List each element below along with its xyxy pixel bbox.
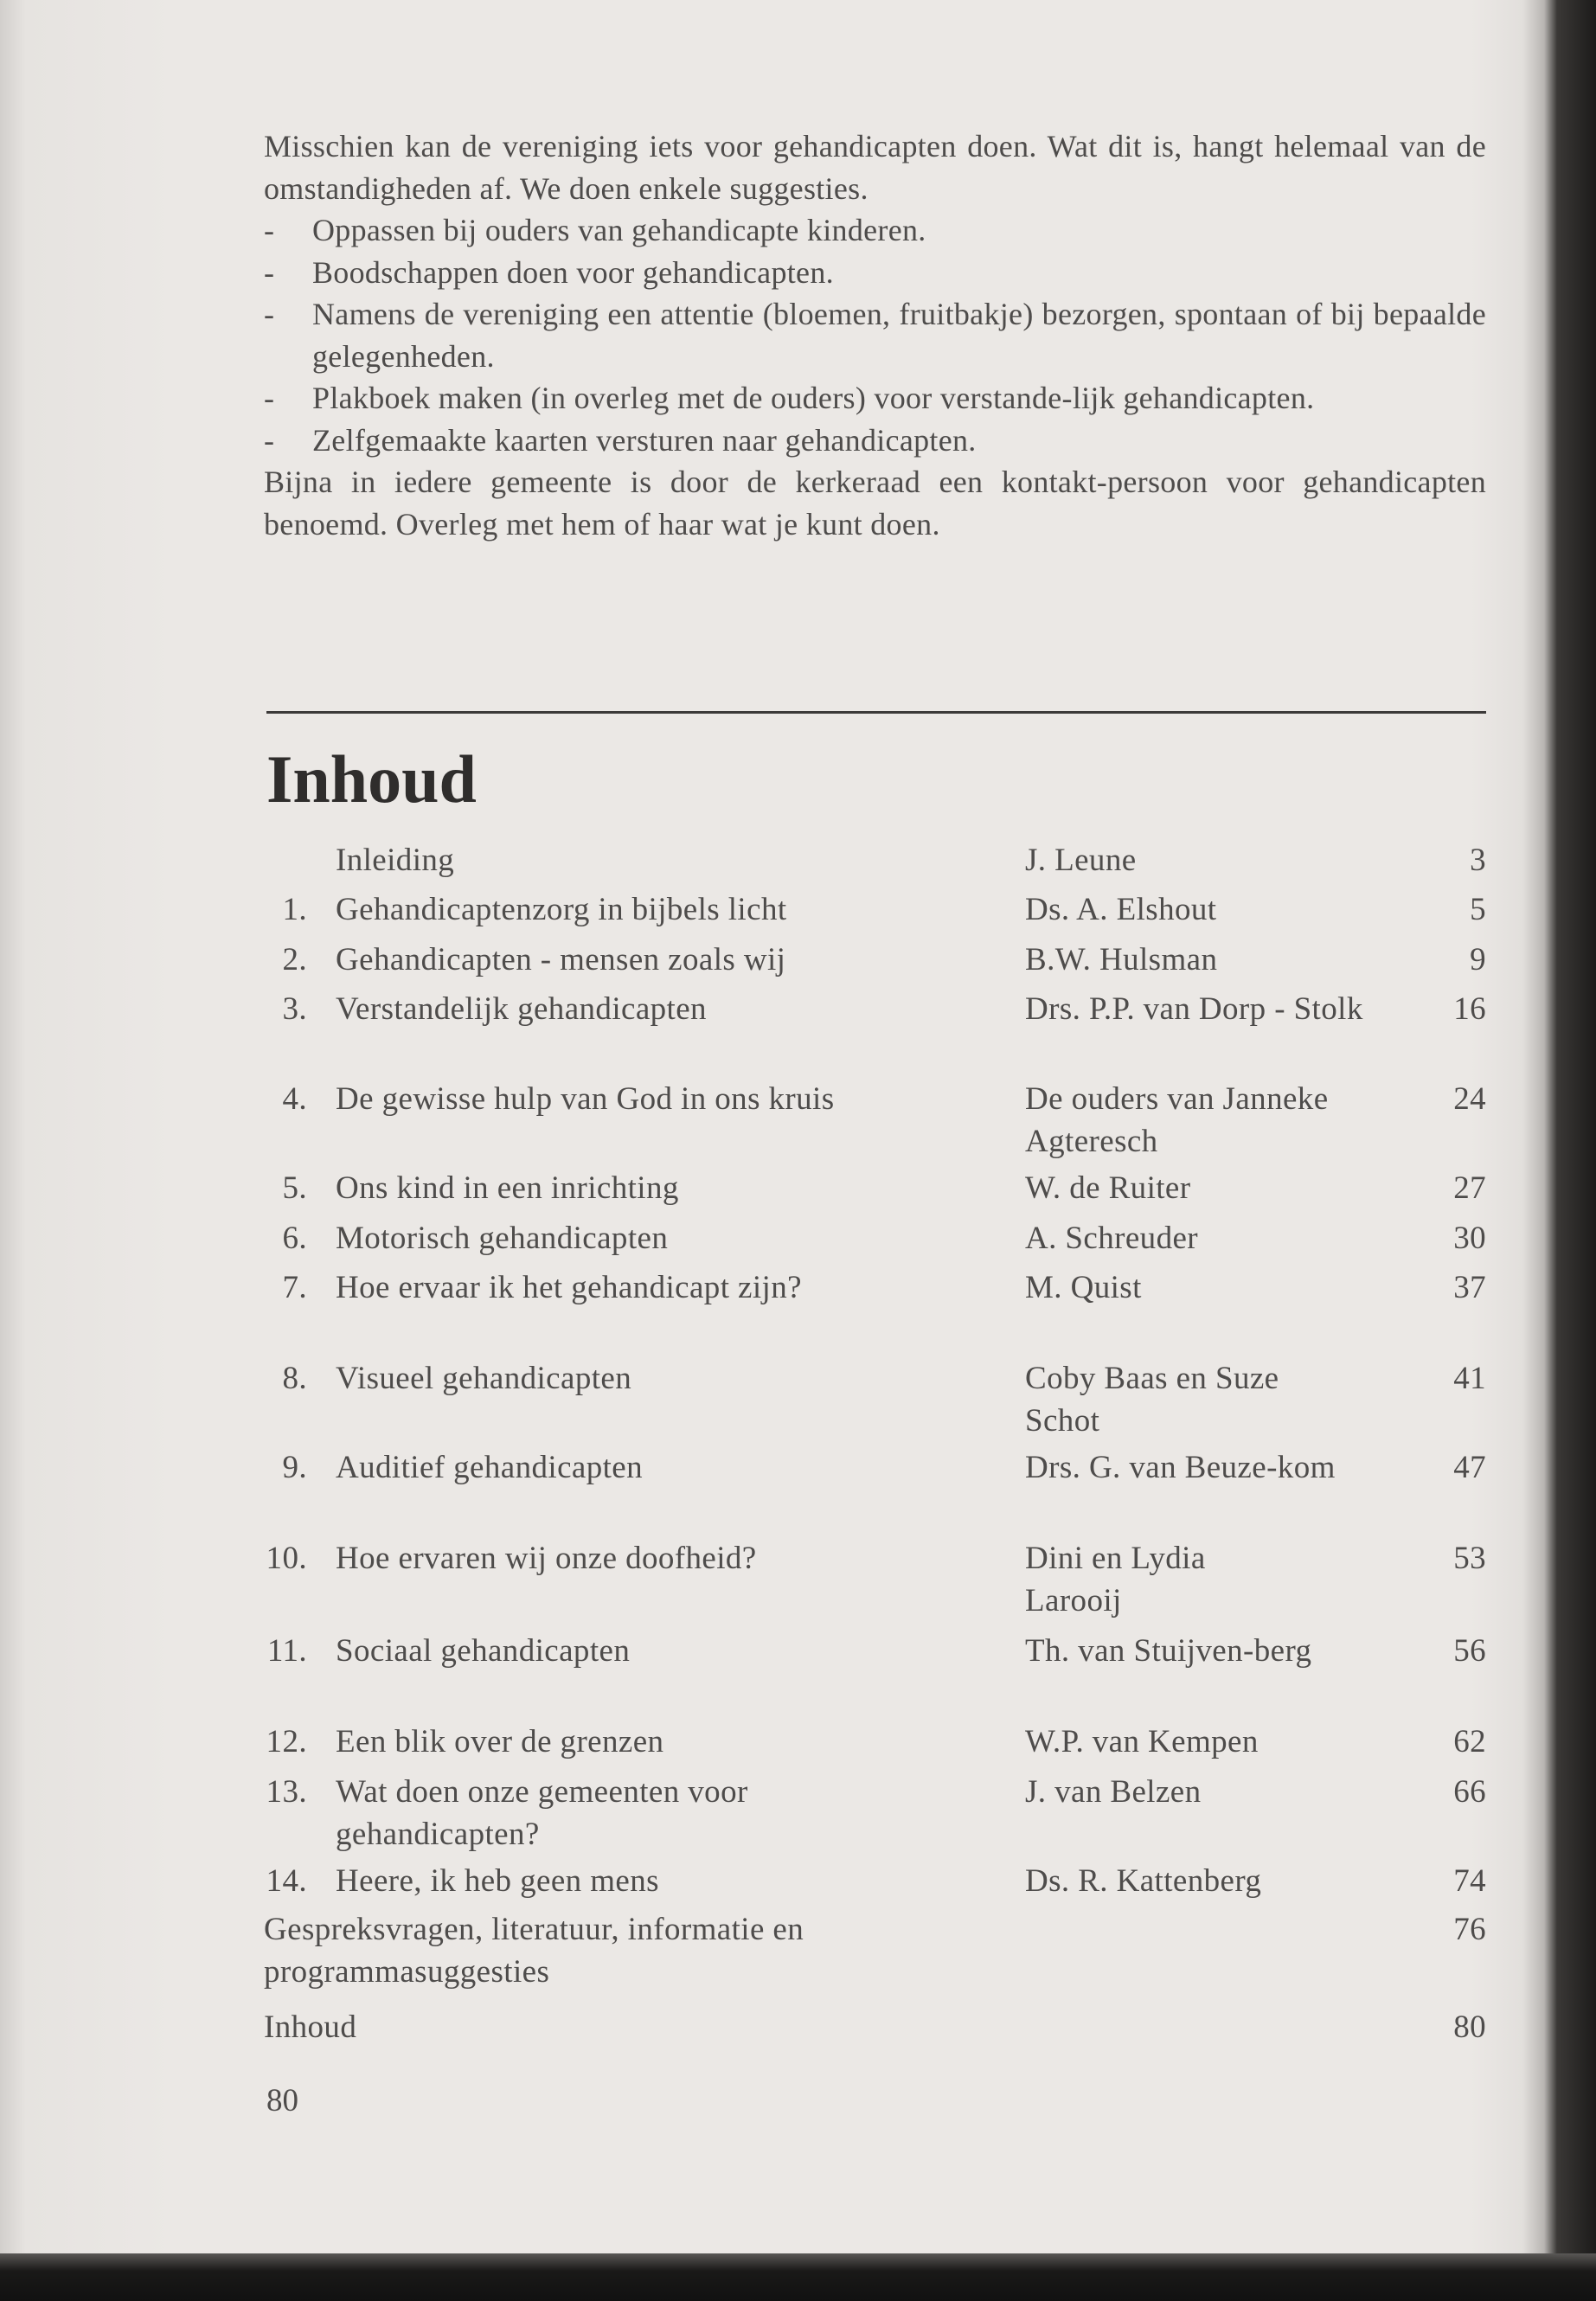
suggestion-item: - Oppassen bij ouders van gehandicapte kinderen.	[264, 213, 926, 247]
suggestion-item: - Zelfgemaakte kaarten versturen naar gehandicapten.	[264, 422, 977, 458]
suggestion-item: - Boodschappen doen voor gehandicapten.	[264, 254, 834, 290]
suggestion-item: - Namens de vereniging een attentie (bloemen, fruitbakje) bezorgen, spontaan of bij bepaalde gelegenheden.	[264, 297, 1486, 374]
intro-paragraph: Misschien kan de vereniging iets voor gehandicapten doen. Wat dit is, hangt helemaal van de omstandigheden af. We doen enkele suggesties.	[264, 129, 1486, 206]
intro-text	[264, 125, 1486, 545]
page-bottom-edge	[0, 2253, 1596, 2301]
toc-heading: Inhoud	[266, 741, 477, 817]
book-page: Misschien kan de vereniging iets voor gehandicapten doen. Wat dit is, hangt helemaal van de omstandigheden af. We doen enkele suggesties. - Oppassen bij ouders van gehandicapte kinderen. - Boodschappen doen voor gehandicapten. - Namens de vereniging een attentie (bloemen, fruitbakje) bezorgen, spontaan of bij bepaalde gelegenheden. - Plakboek maken (in overleg met de ouders) voor verstande-lijk gehandicapten. - Zelfgemaakte kaarten versturen naar gehandicapten. Bijna in iedere gemeente is door de kerkeraad een kontakt-persoon voor gehandicapten benoemd. Overleg met hem of haar wat je kunt doen. Inhoud Inleiding J. Leune 3 1. Gehandicaptenzorg in bijbels licht Ds. A. Elshout 5 2. Gehandicapten - mensen zoals wij B.W. Hulsman 9 3. Verstandelijk gehandicapten Drs. P.P. van Dorp - Stolk 16 4. De gewisse hulp van God in ons kruis De ouders van Janneke Agteresch 24 5. Ons kind in een inrichting W. de Ruiter 27 6. Motorisch gehandicapten A. Schreuder 30 7. Hoe ervaar ik het gehandicapt zijn? M. Quist 37 8. Visueel gehandicapten Coby Baas en Suze Schot 41 9. Auditief gehandicapten Drs. G. van Beuze-kom 47 10. Hoe ervaren wij onze doofheid? Dini en Lydia Larooij 53 11. Sociaal gehandicapten Th. van Stuijven-berg 56 12. Een blik over de grenzen W.P. van Kempen 62 13. Wat doen onze gemeenten voor gehandicapten? J. van Belzen 66 14. Heere, ik heb geen mens Ds. R. Kattenberg 74 Gespreksvragen, literatuur, informatie en programmasuggesties 76 Inhoud 80 80	[0, 0, 1596, 2301]
page-number: 80	[266, 2083, 298, 2118]
section-divider	[266, 711, 1486, 714]
suggestion-item: - Plakboek maken (in overleg met de ouders) voor verstande-lijk gehandicapten.	[264, 381, 1315, 415]
closing-paragraph: Bijna in iedere gemeente is door de kerkeraad een kontakt-persoon voor gehandicapten benoemd. Overleg met hem of haar wat je kunt doen.	[264, 465, 1486, 542]
